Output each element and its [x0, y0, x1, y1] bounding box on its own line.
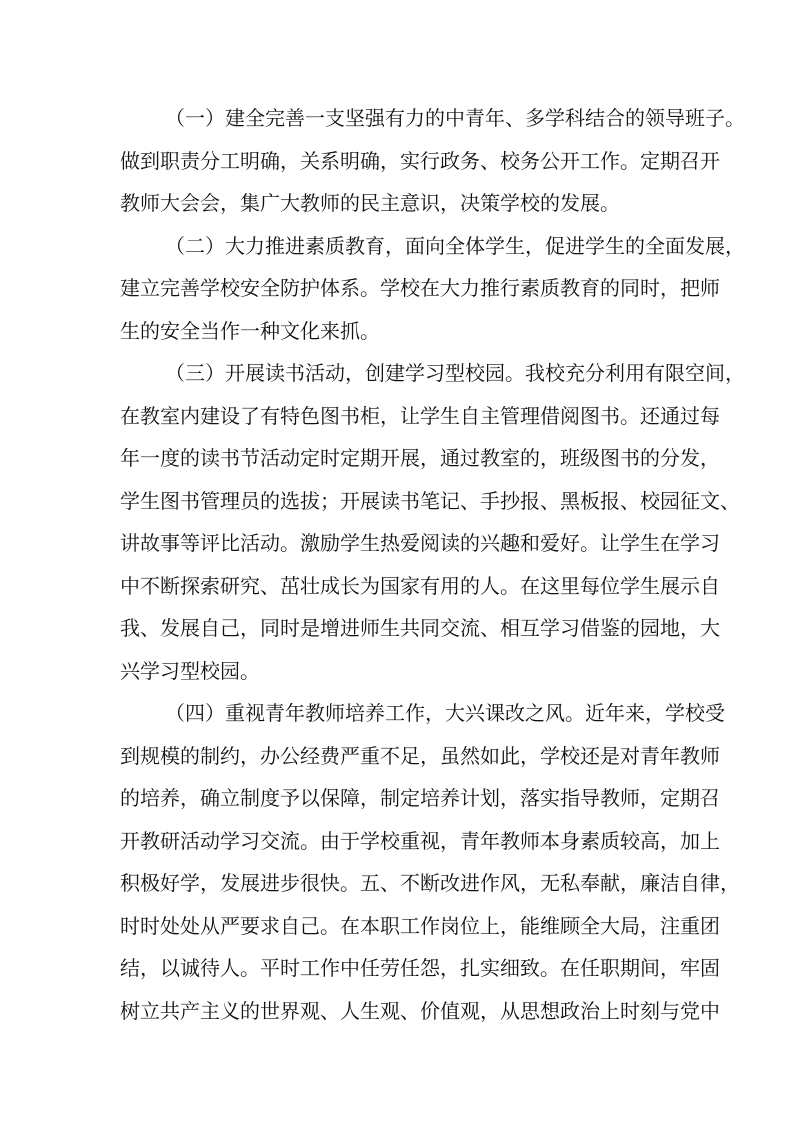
text-line: 树立共产主义的世界观、人生观、价值观，从思想政治上时刻与党中 — [120, 998, 720, 1023]
text-line: 学生图书管理员的选拔；开展读书笔记、手抄报、黑板报、校园征文、 — [120, 488, 740, 513]
text-line: 中不断探索研究、茁壮成长为国家有用的人。在这里每位学生展示自 — [120, 573, 720, 598]
text-line: 教师大会会，集广大教师的民主意识，决策学校的发展。 — [120, 191, 620, 215]
text-line: （一）建全完善一支坚强有力的中青年、多学科结合的领导班子。 — [165, 106, 745, 130]
text-line: 做到职责分工明确，关系明确，实行政务、校务公开工作。定期召开 — [120, 148, 720, 173]
paragraph-2 — [120, 225, 745, 353]
paragraph-3 — [120, 352, 745, 692]
text-line: 建立完善学校安全防护体系。学校在大力推行素质教育的同时，把师 — [120, 276, 720, 300]
text-line: （三）开展读书活动，创建学习型校园。我校充分利用有限空间， — [165, 361, 745, 385]
text-line: （二）大力推进素质教育，面向全体学生，促进学生的全面发展， — [165, 233, 745, 258]
text-line: 的培养，确立制度予以保障，制定培养计划，落实指导教师，定期召 — [120, 786, 720, 810]
text-line: （四）重视青年教师培养工作，大兴课改之风。近年来，学校受 — [165, 701, 725, 725]
text-line: 我、发展自己，同时是增进师生共同交流、相互学习借鉴的园地，大 — [120, 616, 720, 640]
text-line: 讲故事等评比活动。激励学生热爱阅读的兴趣和爱好。让学生在学习 — [120, 531, 720, 555]
text-line: 积极好学，发展进步很快。五、不断改进作风，无私奉献，廉洁自律， — [120, 871, 740, 895]
text-line: 在教室内建设了有特色图书柜，让学生自主管理借阅图书。还通过每 — [120, 403, 720, 428]
paragraph-1 — [120, 97, 745, 225]
text-line: 结，以诚待人。平时工作中任劳任怨，扎实细致。在任职期间，牢固 — [120, 956, 720, 980]
document-page — [120, 97, 745, 1032]
text-line: 开教研活动学习交流。由于学校重视，青年教师本身素质较高，加上 — [120, 828, 720, 853]
text-line: 年一度的读书节活动定时定期开展，通过教室的，班级图书的分发， — [120, 446, 720, 470]
text-line: 生的安全当作一种文化来抓。 — [120, 318, 380, 343]
text-line: 时时处处从严要求自己。在本职工作岗位上，能维顾全大局，注重团 — [120, 913, 720, 938]
text-line: 兴学习型校园。 — [120, 658, 260, 683]
paragraph-4 — [120, 692, 740, 1032]
text-line: 到规模的制约，办公经费严重不足，虽然如此，学校还是对青年教师 — [120, 743, 720, 768]
